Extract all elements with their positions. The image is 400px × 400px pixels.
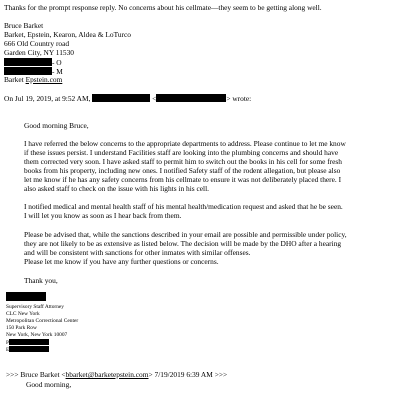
staff-org: CLC New York [6, 311, 40, 317]
quote-header [4, 94, 251, 104]
paragraph-line: they are not likely to be as extensive as listed below. The decision will be made by the DHO after a hearing [24, 239, 342, 248]
staff-facility: Metropolitan Correctional Center [6, 318, 79, 324]
paragraph-line: I have referred the below concerns to the appropriate departments to address. Please continue to let me know [24, 139, 346, 148]
phone-label: P [6, 340, 9, 346]
sender-address-line1: 666 Old Country road [4, 39, 70, 48]
paragraph-line: also asked staff to check on the issue with his lights in his cell. [24, 184, 210, 193]
paragraph-line: books from his property, including new ones. I notified Safety staff of the rodent allegation, but please also [24, 166, 341, 175]
staff-title: Supervisory Staff Attorney [6, 304, 64, 310]
website-prefix: Barket [4, 75, 26, 84]
sender-address-line2: Garden City, NY 11530 [4, 48, 74, 57]
forward-suffix: > 7/19/2019 6:39 AM >>> [148, 370, 228, 379]
paragraph-line: if these issues persist. I understand Facilities staff are looking into the plumbing concerns and should have [24, 148, 339, 157]
redaction-bar [9, 346, 49, 352]
forward-greeting: Good morning, [26, 380, 72, 389]
forward-header [6, 371, 227, 380]
sender-name: Bruce Barket [4, 21, 44, 30]
body-closing: Thank you, [24, 276, 58, 285]
paragraph-line: and will be consistent with sanctions for other inmates with similar offenses. [24, 248, 251, 257]
staff-name-redacted [6, 292, 46, 303]
forward-prefix: >>> Bruce Barket < [6, 370, 66, 379]
sender-website [4, 76, 62, 85]
reply-intro: Thanks for the prompt response reply. No concerns about his cellmate—they seem to be getting along well. [4, 3, 322, 12]
paragraph-line: I notified medical and mental health staff of his mental health/medication request and asked that he be seen. [24, 202, 343, 211]
website-link[interactable]: Epstein.com [25, 75, 63, 84]
quote-wrote: > wrote: [226, 94, 252, 103]
paragraph-line: Please be advised that, while the sanctions described in your email are possible and permissible under policy, [24, 230, 347, 239]
paragraph-line: Please let me know if you have any further questions or concerns. [24, 257, 219, 266]
paragraph-line: them corrected very soon. I have asked staff to permit him to switch out the books in his cell for some fresh [24, 157, 342, 166]
redaction-bar [6, 292, 46, 301]
quote-lt: < [152, 94, 157, 103]
email-label: E [6, 347, 10, 353]
staff-city: New York, New York 10007 [6, 332, 68, 338]
office-phone-suffix: - O [52, 58, 62, 67]
mobile-phone-suffix: - M [52, 67, 63, 76]
redaction-bar [9, 339, 49, 345]
staff-street: 150 Park Row [6, 325, 37, 331]
quote-date: On Jul 19, 2019, at 9:52 AM, [4, 94, 91, 103]
redaction-bar [4, 58, 52, 66]
forward-email-link[interactable]: bbarket@barketepstein.com [65, 370, 149, 379]
sender-firm: Barket, Epstein, Kearon, Aldea & LoTurco [4, 30, 131, 39]
redaction-bar [92, 94, 150, 102]
body-greeting: Good morning Bruce, [24, 121, 89, 130]
redaction-bar [4, 67, 52, 75]
redaction-bar [156, 94, 226, 102]
paragraph-line: I will let you know as soon as I hear back from them. [24, 211, 182, 220]
staff-email [6, 346, 49, 353]
paragraph-line: let me know if he has any safety concerns from his cellmate to ensure it was not deliberately placed there. I [24, 175, 342, 184]
